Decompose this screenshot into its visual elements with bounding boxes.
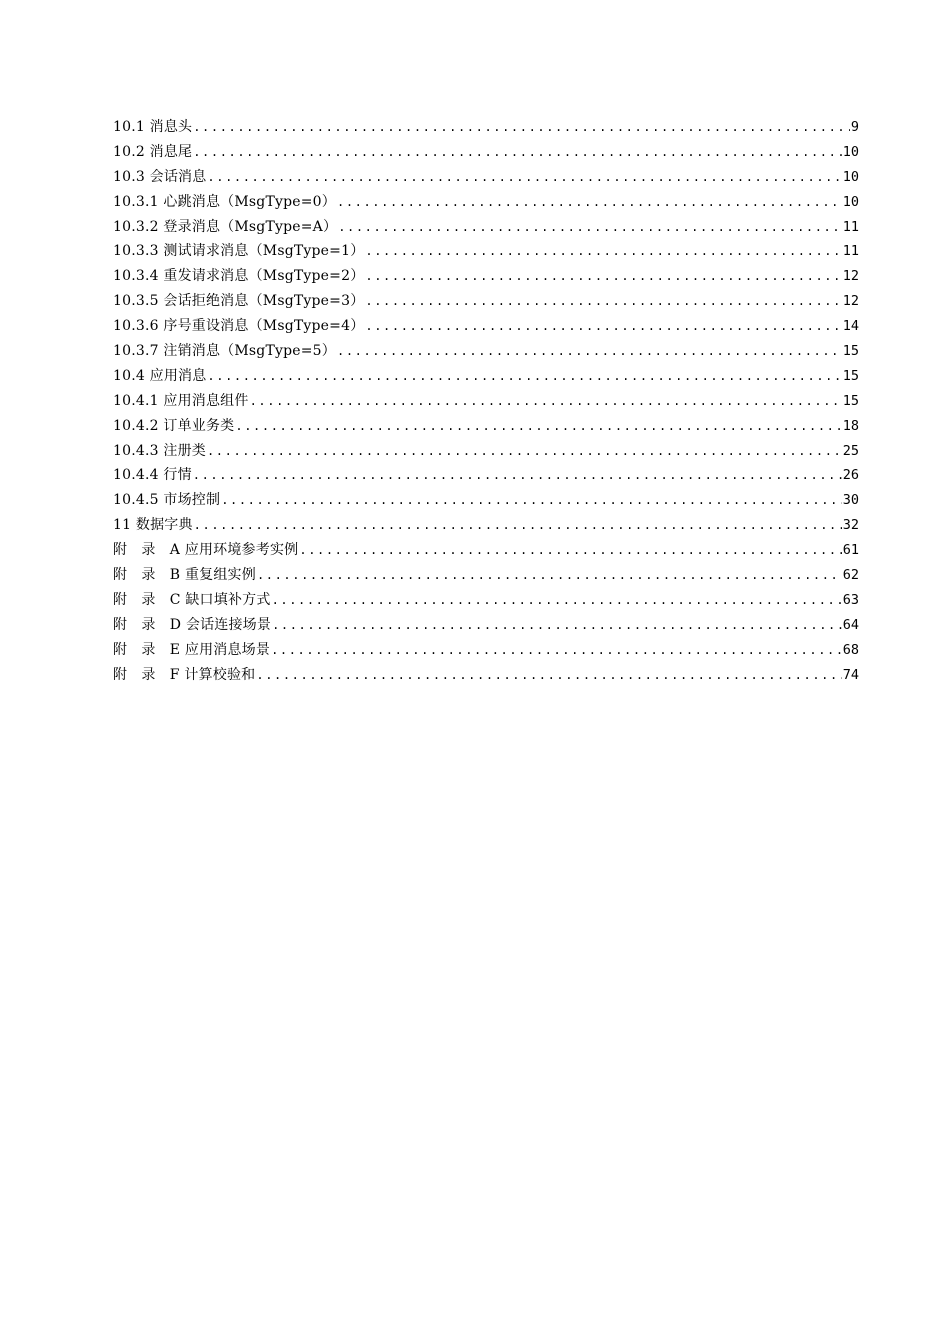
toc-dot-leader	[193, 140, 842, 165]
toc-entry-title: 10.4.3 注册类	[113, 442, 206, 459]
toc-entry[interactable]	[113, 239, 859, 264]
toc-entry-title: 10.4.4 行情	[113, 467, 192, 484]
toc-entry-page: 9	[850, 119, 859, 135]
toc-entry-title: 10.3.2 登录消息（MsgType=A）	[113, 218, 338, 235]
toc-dot-leader	[365, 239, 841, 264]
toc-dot-leader	[365, 314, 841, 339]
toc-entry-title: 10.4.1 应用消息组件	[113, 392, 249, 409]
toc-entry[interactable]	[113, 613, 859, 638]
toc-entry-page: 11	[842, 218, 859, 235]
toc-entry[interactable]	[113, 215, 859, 240]
toc-entry[interactable]	[113, 513, 859, 538]
toc-dot-leader	[271, 638, 842, 663]
toc-entry[interactable]	[113, 389, 859, 414]
toc-entry[interactable]	[113, 439, 859, 464]
toc-entry-page: 25	[842, 442, 859, 459]
toc-entry-title: 附 录 A 应用环境参考实例	[113, 542, 299, 559]
toc-entry-page: 15	[842, 367, 859, 384]
toc-entry-title: 10.2 消息尾	[113, 143, 193, 160]
toc-dot-leader	[207, 364, 841, 389]
toc-entry-title: 10.1 消息头	[113, 119, 193, 135]
toc-dot-leader	[338, 215, 842, 240]
toc-entry-title: 附 录 C 缺口填补方式	[113, 591, 271, 608]
toc-entry-title: 10.4.2 订单业务类	[113, 417, 235, 434]
toc-entry-page: 30	[842, 492, 859, 509]
toc-dot-leader	[337, 339, 842, 364]
toc-entry[interactable]	[113, 414, 859, 439]
toc-dot-leader	[235, 414, 841, 439]
toc-entry-page: 12	[842, 268, 859, 285]
toc-entry-title: 附 录 F 计算校验和	[113, 666, 256, 683]
toc-entry-title: 10.3.3 测试请求消息（MsgType=1）	[113, 243, 365, 260]
toc-dot-leader	[257, 563, 842, 588]
toc-entry-title: 附 录 B 重复组实例	[113, 567, 256, 584]
toc-dot-leader	[221, 488, 842, 513]
toc-dot-leader	[207, 439, 842, 464]
toc-entry-title: 10.4 应用消息	[113, 367, 207, 384]
toc-entry-title: 10.3.1 心跳消息（MsgType=0）	[113, 193, 336, 210]
toc-entry-page: 15	[842, 343, 859, 360]
toc-entry-title: 10.4.5 市场控制	[113, 492, 221, 509]
toc-entry-title: 10.3.6 序号重设消息（MsgType=4）	[113, 318, 365, 335]
toc-dot-leader	[207, 165, 841, 190]
toc-dot-leader	[365, 264, 841, 289]
toc-entry-page: 12	[842, 293, 859, 310]
toc-entry-page: 10	[842, 168, 859, 185]
toc-entry-page: 10	[842, 143, 859, 160]
toc-entry[interactable]	[113, 488, 859, 513]
toc-dot-leader	[299, 538, 841, 563]
toc-entry-title: 附 录 E 应用消息场景	[113, 641, 271, 658]
toc-entry-page: 26	[842, 467, 859, 484]
toc-entry-page: 15	[842, 392, 859, 409]
toc-entry[interactable]	[113, 140, 859, 165]
toc-entry-page: 11	[842, 243, 859, 260]
toc-entry-page: 64	[842, 616, 859, 633]
toc-entry[interactable]	[113, 563, 859, 588]
toc-entry-title: 10.3.7 注销消息（MsgType=5）	[113, 343, 336, 360]
toc-entry[interactable]	[113, 663, 859, 688]
toc-dot-leader	[193, 115, 850, 140]
toc-entry-title: 10.3.4 重发请求消息（MsgType=2）	[113, 268, 365, 285]
toc-entry-title: 11 数据字典	[113, 517, 193, 534]
toc-entry[interactable]	[113, 115, 859, 140]
toc-dot-leader	[256, 663, 841, 688]
toc-dot-leader	[272, 588, 842, 613]
toc-entry-page: 63	[842, 591, 859, 608]
toc-dot-leader	[365, 289, 841, 314]
toc-entry-title: 附 录 D 会话连接场景	[113, 616, 272, 633]
toc-entry[interactable]	[113, 538, 859, 563]
toc-entry[interactable]	[113, 588, 859, 613]
toc-entry[interactable]	[113, 165, 859, 190]
toc-entry[interactable]	[113, 463, 859, 488]
toc-dot-leader	[337, 190, 842, 215]
toc-entry[interactable]	[113, 364, 859, 389]
toc-dot-leader	[193, 463, 842, 488]
toc-entry-page: 18	[842, 417, 859, 434]
table-of-contents	[113, 115, 859, 687]
toc-entry[interactable]	[113, 314, 859, 339]
toc-entry[interactable]	[113, 339, 859, 364]
toc-dot-leader	[272, 613, 842, 638]
toc-entry-page: 10	[842, 193, 859, 210]
toc-dot-leader	[250, 389, 842, 414]
toc-entry-title: 10.3.5 会话拒绝消息（MsgType=3）	[113, 293, 365, 310]
toc-entry-page: 32	[842, 517, 859, 534]
toc-entry-title: 10.3 会话消息	[113, 168, 207, 185]
toc-entry-page: 74	[842, 666, 859, 683]
toc-entry[interactable]	[113, 264, 859, 289]
toc-entry-page: 68	[842, 641, 859, 658]
toc-entry[interactable]	[113, 289, 859, 314]
toc-entry[interactable]	[113, 638, 859, 663]
toc-dot-leader	[194, 513, 842, 538]
toc-entry-page: 61	[842, 542, 859, 559]
toc-entry-page: 14	[842, 318, 859, 335]
toc-entry-page: 62	[842, 567, 859, 584]
toc-entry[interactable]	[113, 190, 859, 215]
